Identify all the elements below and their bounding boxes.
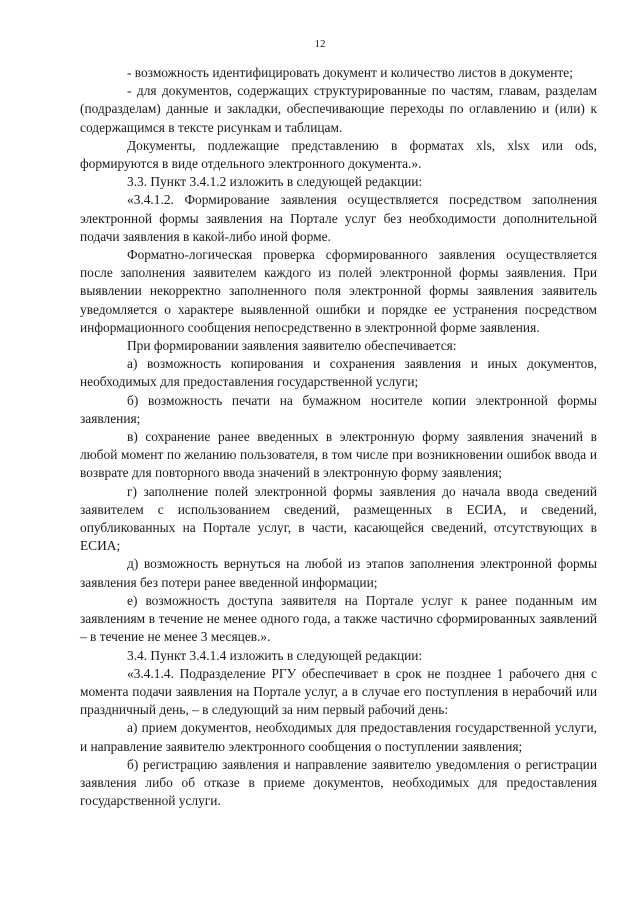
paragraph-applicant-provided: При формировании заявления заявителю обеспечивается: [127,338,457,354]
paragraph-item-b-printing: б) возможность печати на бумажном носителе копии электронной формы заявления; [80,392,597,426]
paragraph-item-a-reception: а) прием документов, необходимых для предоставления государственной услуги, и направление заявителю электронного сообщения о поступлении заявления; [80,720,597,754]
paragraph-item-3-3-heading: 3.3. Пункт 3.4.1.2 изложить в следующей редакции: [127,174,423,190]
document-body [80,64,597,810]
page-number: 12 [314,38,326,50]
paragraph-xls-formats: Документы, подлежащие представлению в форматах xls, xlsx или ods, формируются в виде отдельного электронного документа.». [80,137,597,172]
paragraph-item-e-access: е) возможность доступа заявителя на Портале услуг к ранее поданным им заявлениям в течение не менее одного года, а также частично сформированных заявлений – в течение не менее 3 месяцев.». [80,592,597,645]
paragraph-item-a-copying: а) возможность копирования и сохранения заявления и иных документов, необходимых для предоставления государственной услуги; [80,356,597,390]
paragraph-3-4-1-2-forming: «3.4.1.2. Формирование заявления осуществляется посредством заполнения электронной формы заявления на Портале услуг без необходимости дополнительной подачи заявления в какой-либо иной форме. [80,192,597,244]
paragraph-3-4-1-4-rgu: «3.4.1.4. Подразделение РГУ обеспечивает в срок не позднее 1 рабочего дня с момента подачи заявления на Портале услуг, а в случае его поступления в нерабочий или праздничный день, – в следующий за ним первый рабочий день: [80,665,597,718]
paragraph-item-g-filling: г) заполнение полей электронной формы заявления до начала ввода сведений заявителем с использованием сведений, размещенных в ЕСИА, и сведений, опубликованных на Портале услуг, в части, касающейся сведений, отсутствующих в ЕСИА; [80,483,597,554]
paragraph-item-b-registration: б) регистрацию заявления и направление заявителю уведомления о регистрации заявления либо об отказе в приеме документов, необходимых для предоставления государственной услуги. [80,756,597,809]
paragraph-item-d-return: д) возможность вернуться на любой из этапов заполнения электронной формы заявления без потери ранее введенной информации; [80,556,597,590]
paragraph-format-logical-check: Форматно-логическая проверка сформированного заявления осуществляется после заполнения заявителем каждого из полей электронной формы заявления. При выявлении некорректно заполненного поля электронной формы заявления заявитель уведомляется о характере выявленной ошибки и порядке ее устранения посредством информационного сообщения непосредственно в электронной форме заявления. [80,247,597,335]
paragraph-identify-document: - возможность идентифицировать документ и количество листов в документе; [127,65,573,80]
paragraph-structured-documents: - для документов, содержащих структурированные по частям, главам, разделам (подразделам) данные и закладки, обеспечивающие переходы по оглавлению и (или) к содержащимся в тексте рисункам и таблицам. [80,83,597,135]
paragraph-item-v-saving: в) сохранение ранее введенных в электронную форму заявления значений в любой момент по желанию пользователя, в том числе при возникновении ошибок ввода и возврате для повторного ввода значений в электронную форму заявления; [80,429,597,481]
paragraph-item-3-4-heading: 3.4. Пункт 3.4.1.4 изложить в следующей редакции: [127,647,423,663]
